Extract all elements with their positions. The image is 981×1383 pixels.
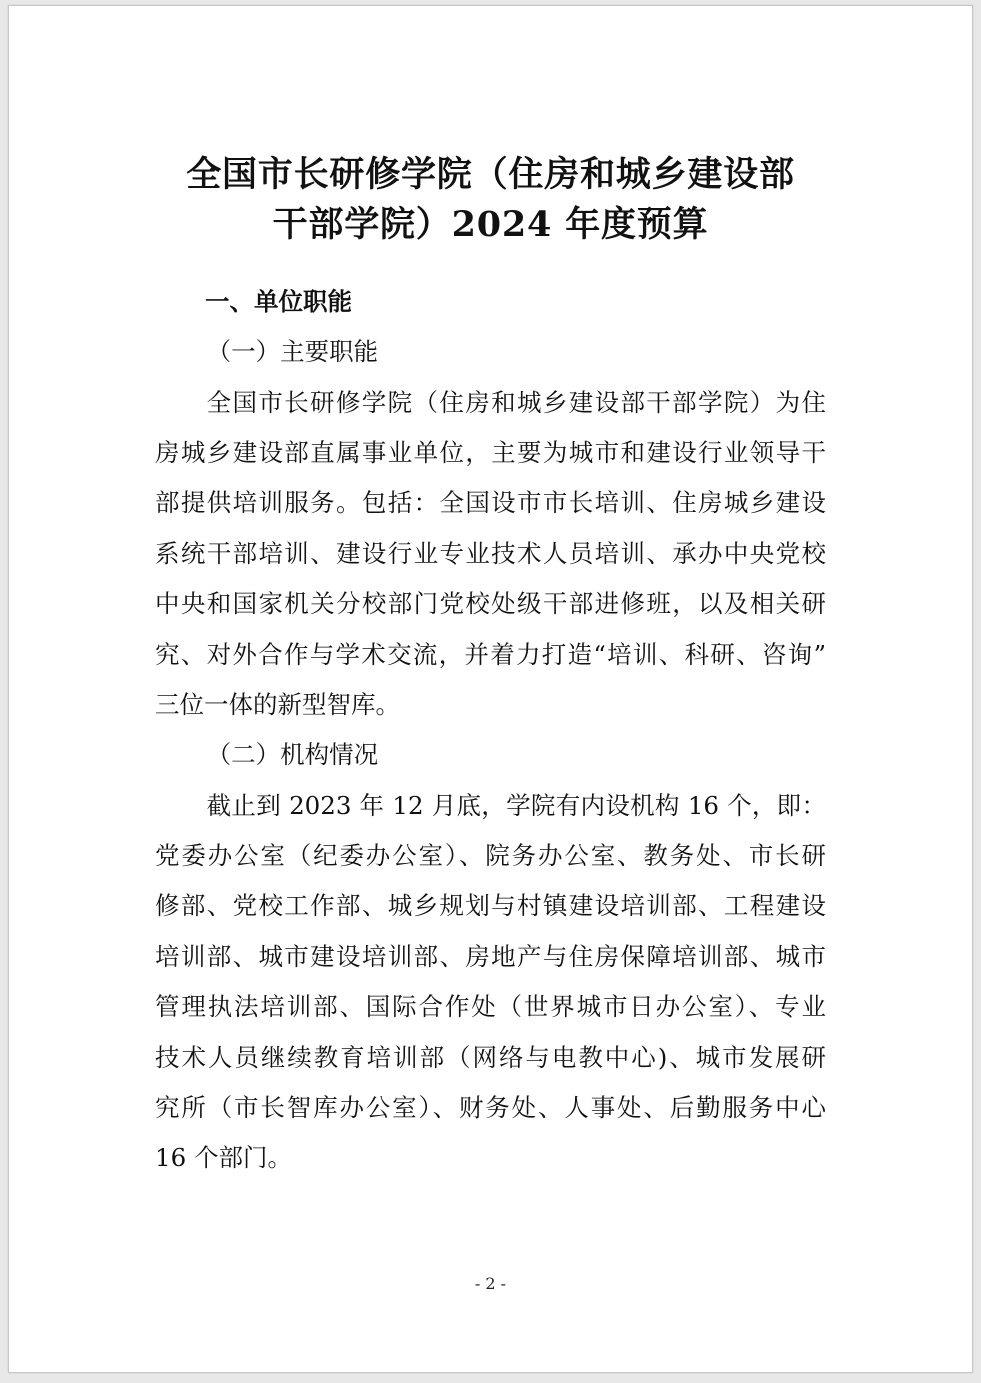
paragraph-line: 16 个部门。 [155, 1143, 292, 1173]
paragraph-line: 三位一体的新型智库。 [155, 689, 400, 719]
document-title [0, 150, 981, 250]
subsection-heading: （二）机构情况 [206, 740, 379, 770]
paragraph-line: 系统干部培训、建设行业专业技术人员培训、承办中央党校 [155, 538, 826, 568]
document-body [155, 277, 826, 1184]
paragraph-line: 党委办公室（纪委办公室）、院务办公室、教务处、市长研 [155, 841, 826, 871]
paragraph-line: 房城乡建设部直属事业单位，主要为城市和建设行业领导干 [155, 437, 826, 467]
paragraph-line: 技术人员继续教育培训部（网络与电教中心)、城市发展研 [155, 1042, 826, 1072]
section-heading: 一、单位职能 [205, 286, 352, 316]
paragraph-line: 部提供培训服务。包括：全国设市市长培训、住房城乡建设 [155, 488, 826, 518]
title-line: 全国市长研修学院（住房和城乡建设部 [186, 154, 795, 195]
paragraph-line: 修部、党校工作部、城乡规划与村镇建设培训部、工程建设 [155, 891, 826, 921]
paragraph-line: 全国市长研修学院（住房和城乡建设部干部学院）为住 [206, 387, 826, 417]
title-line: 干部学院）2024 年度预算 [272, 204, 709, 245]
page-number: - 2 - [474, 1274, 507, 1293]
paragraph-line: 截止到 2023 年 12 月底，学院有内设机构 16 个，即： [206, 790, 826, 820]
paragraph-line: 究、对外合作与学术交流，并着力打造“培训、科研、咨询” [155, 639, 826, 669]
paragraph-line: 究所（市长智库办公室）、财务处、人事处、后勤服务中心 [155, 1093, 826, 1123]
paragraph-line: 中央和国家机关分校部门党校处级干部进修班，以及相关研 [155, 589, 826, 619]
paragraph-line: 培训部、城市建设培训部、房地产与住房保障培训部、城市 [155, 941, 826, 971]
paragraph-line: 管理执法培训部、国际合作处（世界城市日办公室）、专业 [155, 992, 826, 1022]
subsection-heading: （一）主要职能 [206, 337, 379, 367]
